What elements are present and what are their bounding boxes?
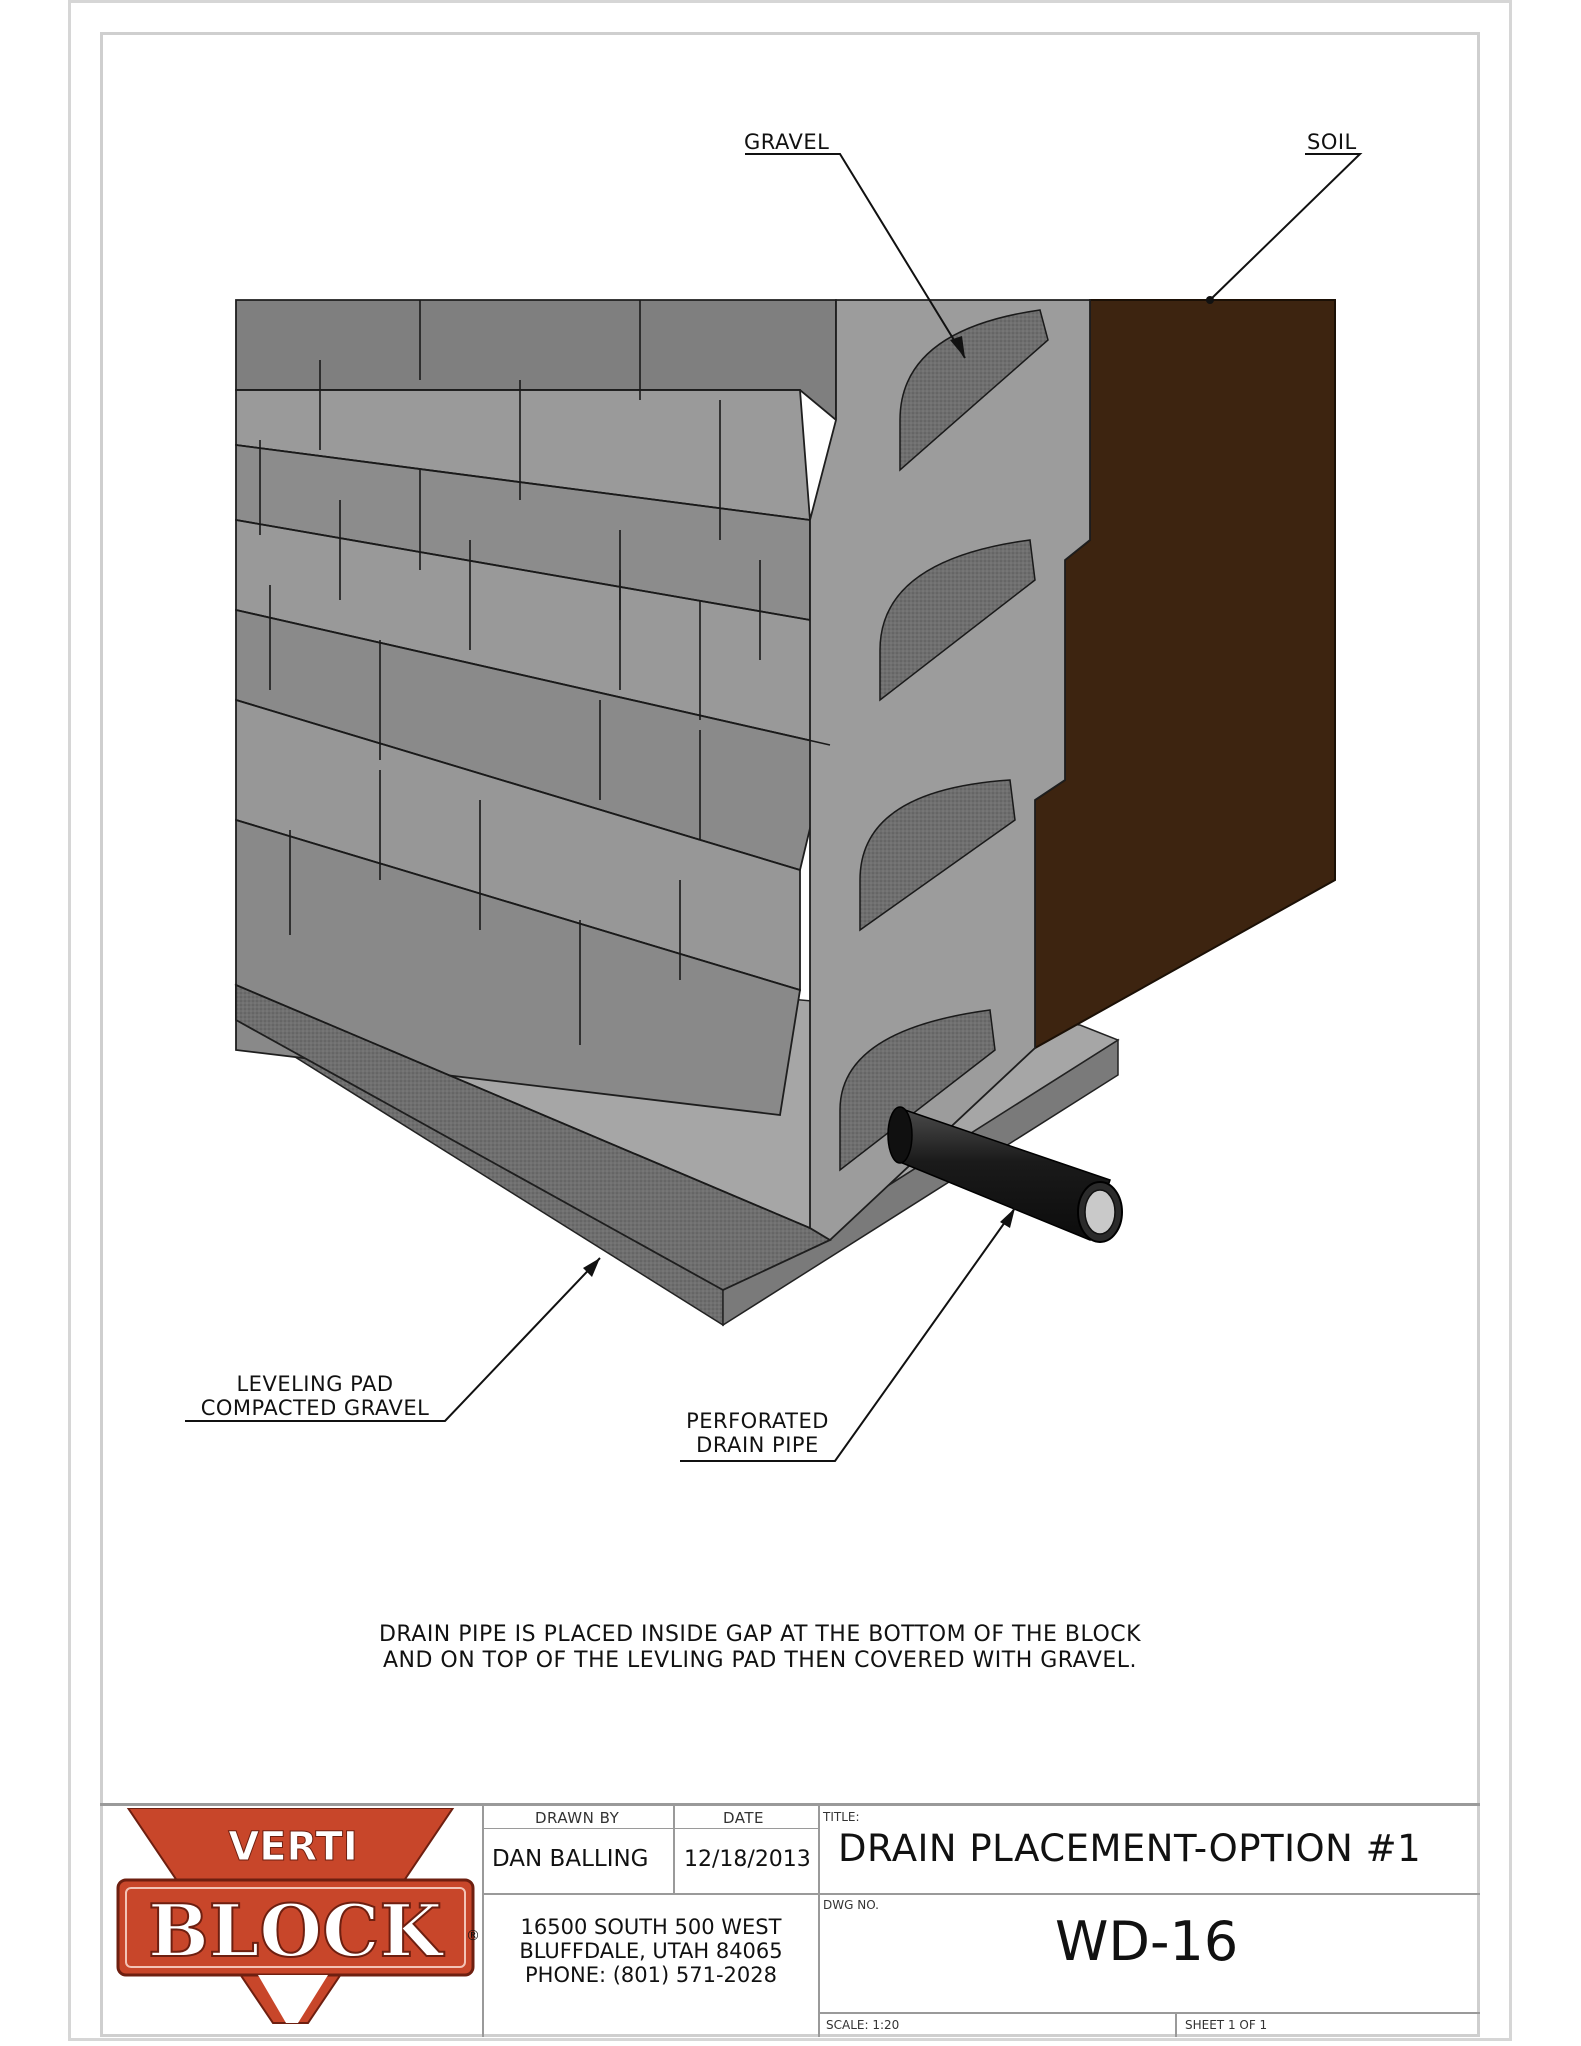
callout-drain-pipe-line1: PERFORATED <box>686 1409 829 1433</box>
scale-label: SCALE: 1:20 <box>826 2018 900 2032</box>
address-line-2: BLUFFDALE, UTAH 84065 <box>519 1939 783 1963</box>
registered-mark: ® <box>466 1928 480 1944</box>
title-block-divider <box>484 1828 818 1829</box>
vertiblock-logo <box>108 1808 478 2034</box>
date-label: DATE <box>723 1809 765 1827</box>
address-line-3: PHONE: (801) 571-2028 <box>525 1963 777 1987</box>
drawn-by-value: DAN BALLING <box>492 1846 649 1872</box>
callout-leveling-pad-line2: COMPACTED GRAVEL <box>200 1396 430 1420</box>
logo-verti-text: VERTI <box>228 1824 358 1870</box>
callout-drain-pipe-line2: DRAIN PIPE <box>696 1433 819 1457</box>
title-block-divider <box>1175 2012 1177 2037</box>
dwg-no-label: DWG NO. <box>823 1898 879 1912</box>
note-line-2: AND ON TOP OF THE LEVLING PAD THEN COVERED WITH GRAVEL. <box>382 1648 1138 1673</box>
title-label: TITLE: <box>823 1810 860 1824</box>
title-block-divider <box>820 1893 1480 1895</box>
sheet-label: SHEET 1 OF 1 <box>1185 2018 1268 2032</box>
title-block-top-border <box>100 1803 1480 1806</box>
logo-block-text: BLOCK <box>147 1888 443 1973</box>
callout-gravel: GRAVEL <box>744 130 830 154</box>
title-block-divider <box>482 1803 484 2037</box>
title-block-divider <box>818 1806 820 2037</box>
callout-leveling-pad <box>185 1372 445 1420</box>
dwg-no-value: WD-16 <box>1055 1910 1239 1973</box>
callout-leveling-pad-line1: LEVELING PAD <box>236 1372 394 1396</box>
title-block-divider <box>820 2012 1480 2014</box>
company-address <box>486 1915 816 1987</box>
callout-soil: SOIL <box>1307 130 1357 154</box>
date-value: 12/18/2013 <box>684 1847 811 1872</box>
note-line-1: DRAIN PIPE IS PLACED INSIDE GAP AT THE BOTTOM OF THE BLOCK <box>378 1622 1142 1647</box>
address-line-1: 16500 SOUTH 500 WEST <box>520 1915 782 1939</box>
title-block-divider <box>673 1806 675 1895</box>
drawing-note <box>0 1622 1520 1674</box>
callout-drain-pipe <box>680 1409 835 1457</box>
drawn-by-label: DRAWN BY <box>535 1809 620 1827</box>
drawing-title: DRAIN PLACEMENT-OPTION #1 <box>838 1827 1422 1870</box>
title-block-divider <box>484 1893 818 1895</box>
